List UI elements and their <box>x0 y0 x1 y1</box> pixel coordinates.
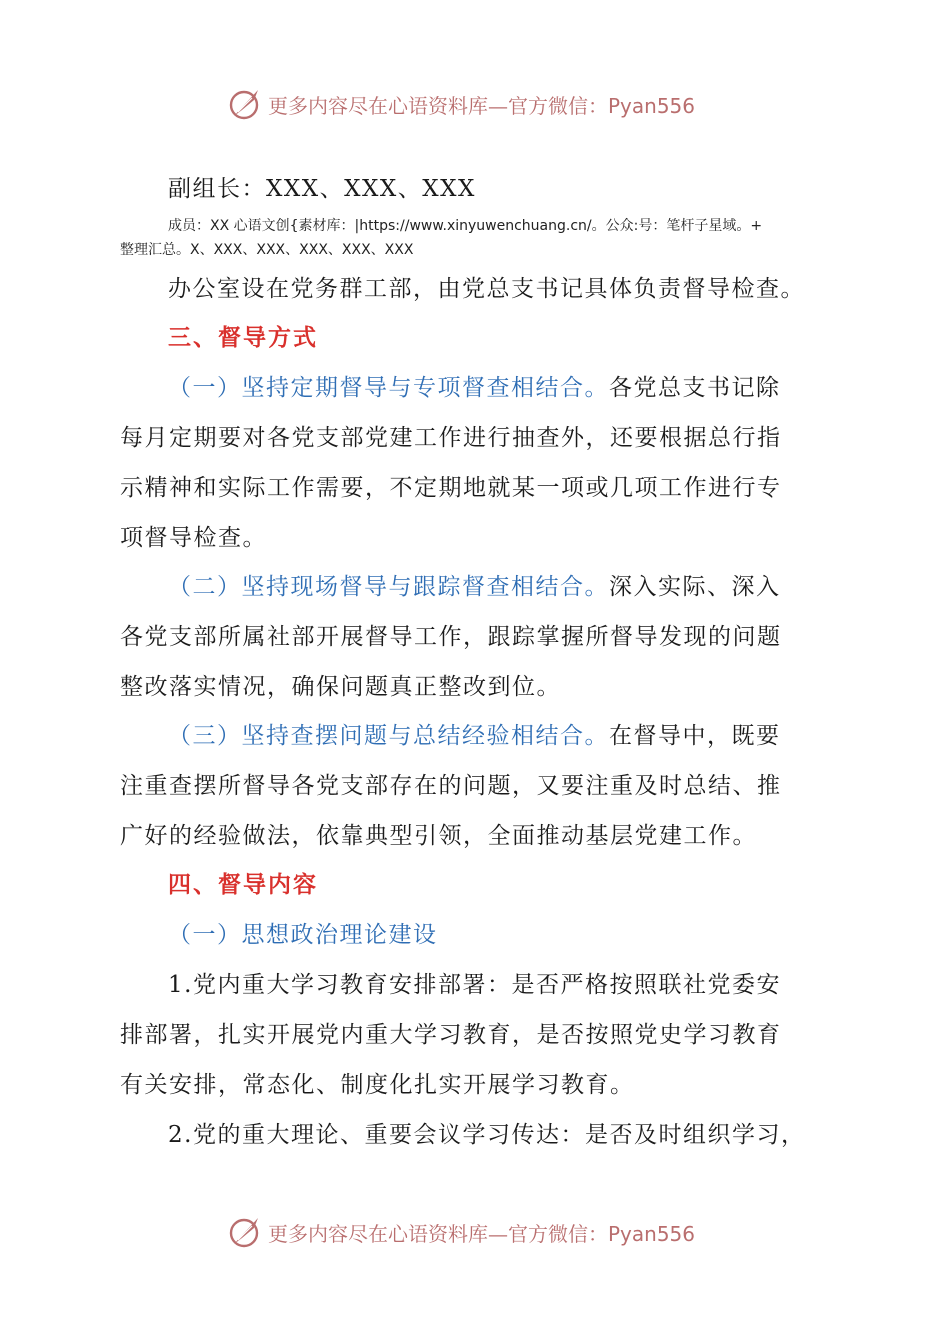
deputy-leader-line: 副组长：XXX、XXX、XXX <box>168 176 476 202</box>
item-1-line-3: 有关安排，常态化、制度化扎实开展学习教育。 <box>120 1072 635 1098</box>
item-1-line-2: 排部署，扎实开展党内重大学习教育，是否按照党史学习教育 <box>120 1022 782 1048</box>
paragraph-3-line-3: 广好的经验做法，依靠典型引领，全面推动基层党建工作。 <box>120 823 757 849</box>
paragraph-1-line-2: 每月定期要对各党支部党建工作进行抽查外，还要根据总行指 <box>120 425 782 451</box>
paragraph-3-line-1: （三）坚持查摆问题与总结经验相结合。在督导中，既要 <box>168 723 781 749</box>
quill-logo-icon <box>228 1214 264 1250</box>
subheading-1: （一）思想政治理论建设 <box>168 922 438 948</box>
paragraph-2-line-2: 各党支部所属社部开展督导工作，跟踪掌握所督导发现的问题 <box>120 624 782 650</box>
paragraph-1-line-3: 示精神和实际工作需要，不定期地就某一项或几项工作进行专 <box>120 475 782 501</box>
banner-wechat-id: Pyan556 <box>608 1222 696 1246</box>
paragraph-2-line-3: 整改落实情况，确保问题真正整改到位。 <box>120 674 561 700</box>
section-heading-3: 三、督导方式 <box>168 325 318 351</box>
paragraph-1-heading: （一）坚持定期督导与专项督查相结合。 <box>168 375 609 401</box>
banner-wechat-id: Pyan556 <box>608 94 696 118</box>
quill-logo-icon <box>228 86 264 122</box>
paragraph-1-line-1: （一）坚持定期督导与专项督查相结合。各党总支书记除 <box>168 375 781 401</box>
header-banner <box>0 82 950 126</box>
footer-banner <box>0 1210 950 1254</box>
section-heading-4: 四、督导内容 <box>168 872 318 898</box>
paragraph-3-line-2: 注重查摆所督导各党支部存在的问题，又要注重及时总结、推 <box>120 773 782 799</box>
office-line: 办公室设在党务群工部，由党总支书记具体负责督导检查。 <box>168 276 805 302</box>
banner-text: 更多内容尽在心语资料库—官方微信：Pyan556 <box>268 94 696 118</box>
item-1-line-1: 1.党内重大学习教育安排部署：是否严格按照联社党委安 <box>168 972 781 998</box>
paragraph-3-heading: （三）坚持查摆问题与总结经验相结合。 <box>168 723 609 749</box>
banner-text: 更多内容尽在心语资料库—官方微信：Pyan556 <box>268 1222 696 1246</box>
paragraph-1-line-4: 项督导检查。 <box>120 525 267 551</box>
paragraph-2-heading: （二）坚持现场督导与跟踪督查相结合。 <box>168 574 609 600</box>
paragraph-2-line-1: （二）坚持现场督导与跟踪督查相结合。深入实际、深入 <box>168 574 781 600</box>
item-2-line-1: 2.党的重大理论、重要会议学习传达：是否及时组织学习， <box>168 1122 806 1148</box>
members-line-2: 整理汇总。X、XXX、XXX、XXX、XXX、XXX <box>120 242 414 258</box>
members-line-1: 成员：XX 心语文创{素材库：|https://www.xinyuwenchuang.cn/。公众:号：笔杆子星域。+ <box>168 218 763 234</box>
